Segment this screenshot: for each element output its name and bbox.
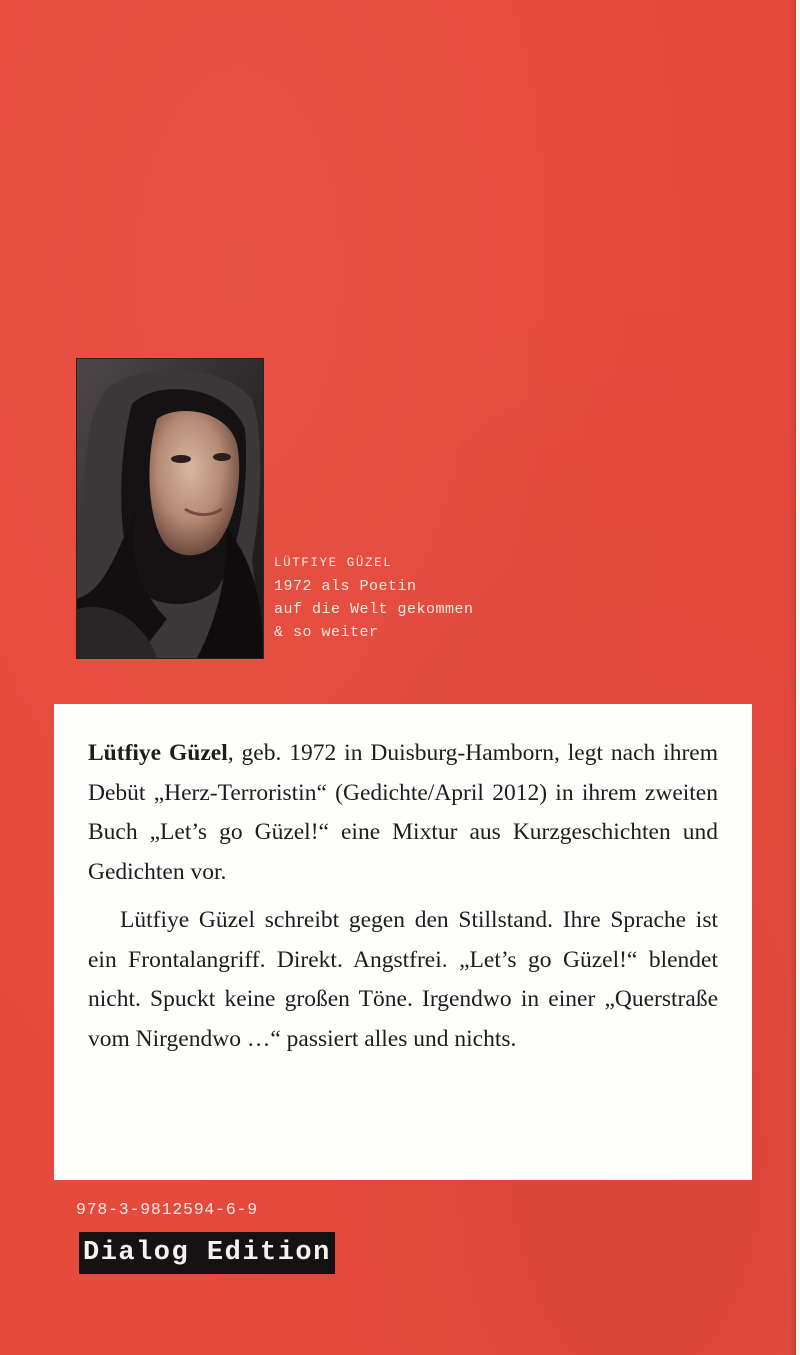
edge-shadow <box>790 0 796 1355</box>
caption-line-3: & so weiter <box>274 624 379 641</box>
author-portrait-image <box>77 359 263 658</box>
caption-line-2: auf die Welt gekommen <box>274 601 474 618</box>
publisher-label: Dialog Edition <box>79 1232 335 1274</box>
blurb-paragraph-1-text: , geb. 1972 in Duisburg-Hamborn, legt nach ihrem Debüt „Herz-Terroristin“ (Gedichte/April 2012) in ihrem zweiten Buch „Let’s go Güzel!“ eine Mixtur aus Kurzgeschichten und Gedichten vor. <box>88 740 718 885</box>
blurb-paragraph-2: Lütfiye Güzel schreibt gegen den Stillstand. Ihre Sprache ist ein Frontalangriff. Direkt. Angstfrei. „Let’s go Güzel!“ blendet nicht. Spuckt keine großen Töne. Irgendwo in einer „Querstraße vom Nirgendwo …“ passiert alles und nichts. <box>88 907 718 1052</box>
caption-line-1: 1972 als Poetin <box>274 578 417 595</box>
blurb-author-name: Lütfiye Güzel <box>88 740 228 766</box>
caption-author-name: LÜTFIYE GÜZEL <box>274 556 393 570</box>
author-photo <box>76 358 264 659</box>
isbn-number: 978-3-9812594-6-9 <box>76 1200 258 1219</box>
blurb-paragraph-1 <box>88 734 718 892</box>
blurb-box <box>54 704 752 1180</box>
author-caption <box>274 552 474 644</box>
